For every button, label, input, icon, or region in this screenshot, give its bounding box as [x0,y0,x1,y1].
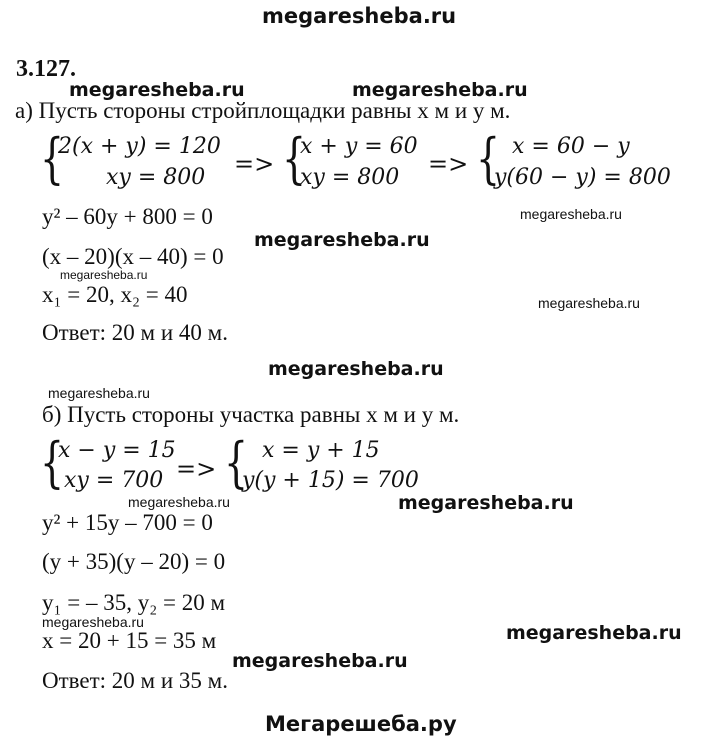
watermark: megaresheba.ru [48,385,150,401]
part-a-sys3-eq1: x = 60 − y [512,134,630,159]
left-brace-icon: { [224,431,249,494]
part-b-line3: y₁ = – 35, y₂ = 20 м [42,590,226,615]
left-brace-icon: { [40,127,65,190]
part-b-line1: y² + 15y – 700 = 0 [42,510,213,535]
part-b-sys2-eq1: x = y + 15 [262,438,380,463]
implies-arrow: => [428,150,469,178]
part-a-line1: y² – 60y + 800 = 0 [42,204,213,229]
part-a-sys1-eq2: xy = 800 [106,165,206,190]
watermark: megaresheba.ru [128,494,230,510]
part-b-sys1-eq1: x − y = 15 [58,438,176,463]
footer-watermark: Мегарешеба.ру [265,712,457,736]
part-b-intro: б) Пусть стороны участка равны х м и у м. [42,402,460,427]
part-a-line2: (x – 20)(x – 40) = 0 [42,244,224,269]
watermark: megaresheba.ru [520,206,622,222]
implies-arrow: => [234,150,275,178]
left-brace-icon: { [40,431,65,494]
watermark: megaresheba.ru [506,622,682,644]
watermark: megaresheba.ru [232,650,408,672]
part-b-sys2-eq2: y(y + 15) = 700 [242,468,419,493]
watermark: megaresheba.ru [42,614,144,630]
watermark: megaresheba.ru [352,79,528,101]
part-a-sys2-eq1: x + y = 60 [300,134,418,159]
watermark: megaresheba.ru [254,229,430,251]
part-a-sys3-eq2: y(60 − y) = 800 [494,165,671,190]
part-a-line3: x₁ = 20, x₂ = 40 [42,282,188,307]
part-b-answer: Ответ: 20 м и 35 м. [42,668,228,693]
problem-number: 3.127. [16,56,76,82]
left-brace-icon: { [476,127,501,190]
watermark: megaresheba.ru [398,492,574,514]
part-a-answer: Ответ: 20 м и 40 м. [42,320,228,345]
part-a-intro: а) Пусть стороны стройплощадки равны х м и у м. [15,98,511,123]
watermark: megaresheba.ru [60,268,148,282]
part-b-sys1-eq2: xy = 700 [64,468,164,493]
watermark: megaresheba.ru [268,358,444,380]
implies-arrow: => [176,455,217,483]
header-watermark: megaresheba.ru [262,4,457,28]
watermark: megaresheba.ru [538,295,640,311]
part-a-sys1-eq1: 2(x + y) = 120 [58,134,221,159]
left-brace-icon: { [282,127,307,190]
watermark: megaresheba.ru [69,79,245,101]
part-b-line4: x = 20 + 15 = 35 м [42,628,217,653]
part-b-line2: (y + 35)(y – 20) = 0 [42,549,226,574]
part-a-sys2-eq2: xy = 800 [300,165,400,190]
